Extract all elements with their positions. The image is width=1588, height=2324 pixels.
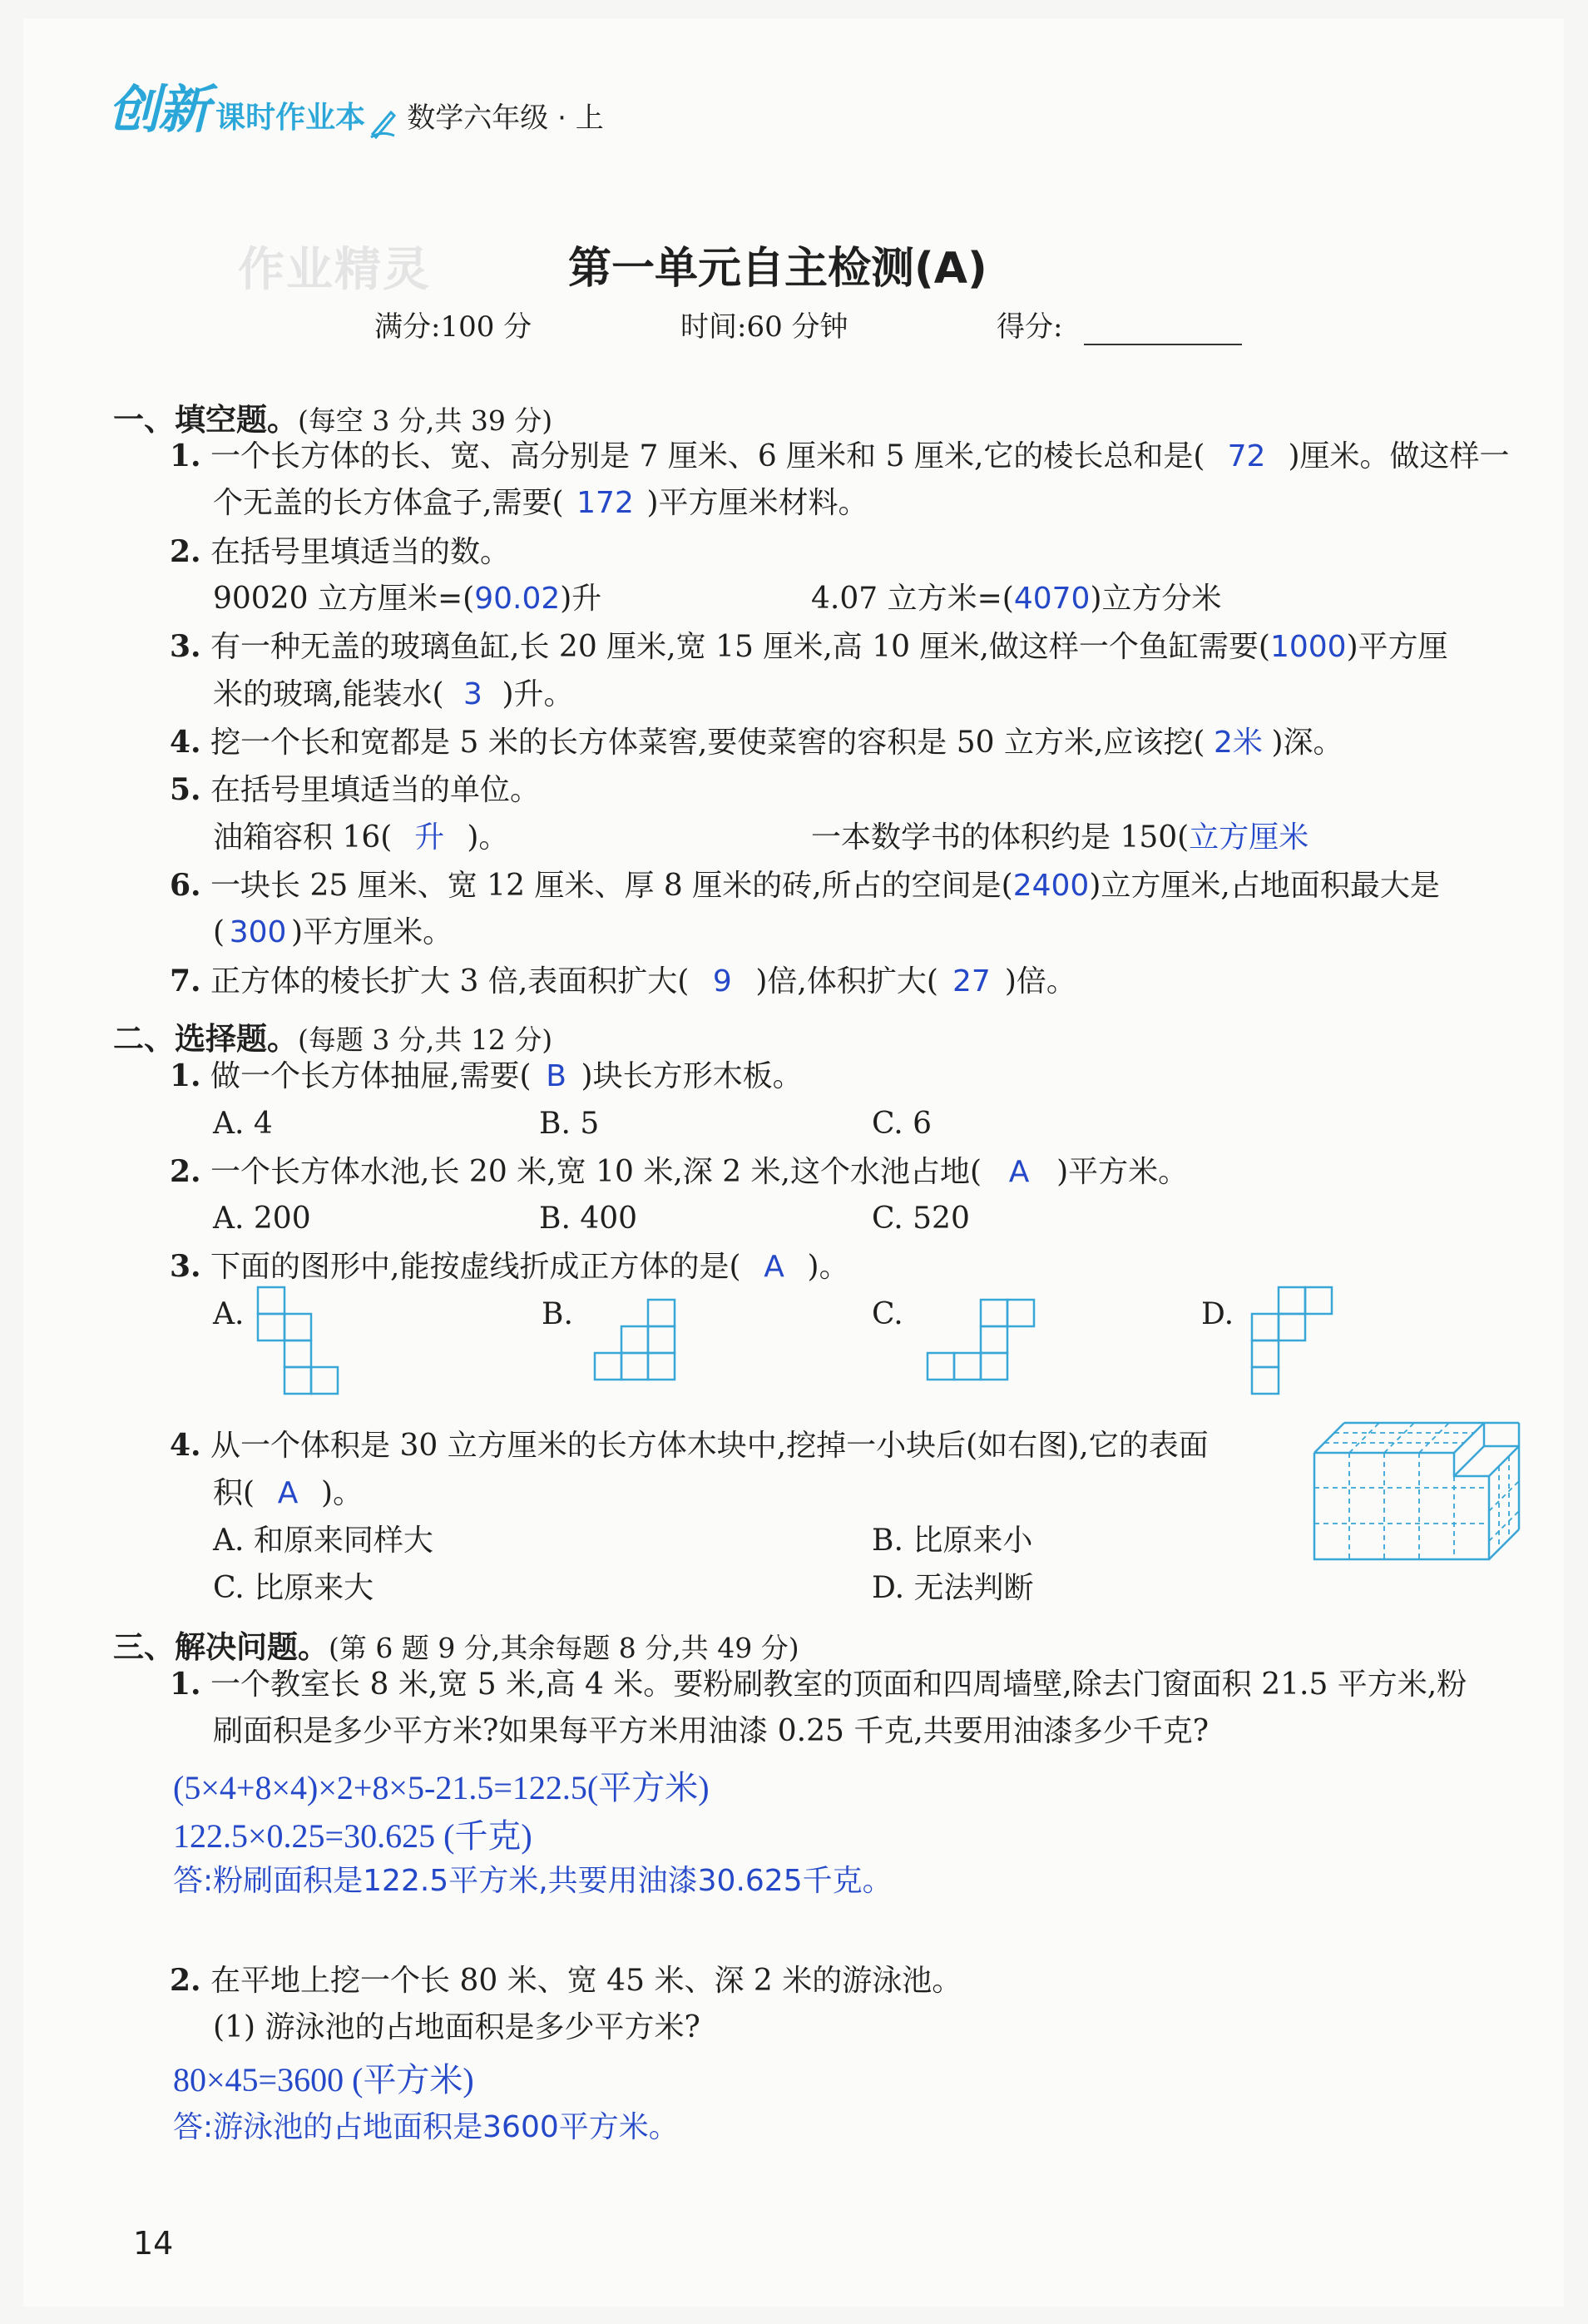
fill-q3-line1: 3. 有一种无盖的玻璃鱼缸,长 20 厘米,宽 15 厘米,高 10 厘米,做这样一个鱼缸需要(1000)平方厘 bbox=[170, 629, 1448, 664]
solve-q2-answer[interactable]: 答:游泳池的占地面积是3600平方米。 bbox=[173, 2110, 679, 2144]
solve-q2-sub1: (1) 游泳池的占地面积是多少平方米? bbox=[213, 2010, 700, 2044]
section-3-heading: 三、解决问题。(第 6 题 9 分,其余每题 8 分,共 49 分) bbox=[113, 1629, 799, 1665]
brand-logo bbox=[108, 68, 604, 140]
fill-q5-b: 一本数学书的体积约是 150(立方厘米 bbox=[811, 820, 1309, 855]
choice-q1-option-c: C. 6 bbox=[872, 1107, 933, 1141]
choice-q3: 3. 下面的图形中,能按虚线折成正方体的是( A )。 bbox=[170, 1249, 849, 1284]
choice-q4-option-c: C. 比原来大 bbox=[213, 1571, 374, 1605]
solve-q1-line1: 1. 一个教室长 8 米,宽 5 米,高 4 米。要粉刷教室的顶面和四周墙壁,除去门窗面积 21.5 平方米,粉 bbox=[170, 1667, 1467, 1702]
choice-q3-option-b: B. bbox=[542, 1297, 573, 1331]
choice-q3-option-a: A. bbox=[213, 1297, 245, 1331]
solve-q1-line2: 刷面积是多少平方米?如果每平方米用油漆 0.25 千克,共要用油漆多少千克? bbox=[213, 1714, 1210, 1748]
fill-q3-line2: 米的玻璃,能装水( 3 )升。 bbox=[213, 677, 574, 711]
time-limit: 时间:60 分钟 bbox=[680, 310, 848, 344]
cube-net-a[interactable] bbox=[256, 1286, 339, 1419]
answer-blank[interactable]: A bbox=[277, 1476, 299, 1510]
fill-q1-line1: 1. 一个长方体的长、宽、高分别是 7 厘米、6 厘米和 5 厘米,它的棱长总和是( 72 )厘米。做这样一 bbox=[170, 439, 1510, 473]
solve-q1-answer[interactable]: 答:粉刷面积是122.5平方米,共要用油漆30.625千克。 bbox=[173, 1864, 893, 1898]
brand-subtitle: 课时作业本 bbox=[215, 101, 366, 135]
cuboid-figure bbox=[1311, 1416, 1527, 1566]
answer-blank[interactable]: 27 bbox=[952, 964, 991, 998]
fill-q2-a: 90020 立方厘米=(90.02)升 bbox=[213, 582, 602, 616]
page-title: 第一单元自主检测(A) bbox=[568, 244, 987, 294]
answer-blank[interactable]: 4070 bbox=[1013, 582, 1091, 616]
section-1-heading: 一、填空题。(每空 3 分,共 39 分) bbox=[113, 402, 553, 438]
answer-blank[interactable]: 300 bbox=[229, 915, 287, 949]
choice-q2-option-a: A. 200 bbox=[213, 1202, 311, 1236]
solve-q1-work-1[interactable]: (5×4+8×4)×2+8×5-21.5=122.5(平方米) bbox=[173, 1769, 710, 1806]
solve-q2-work-1[interactable]: 80×45=3600 (平方米) bbox=[173, 2061, 474, 2099]
choice-q1-option-b: B. 5 bbox=[539, 1107, 600, 1141]
fill-q5-a: 油箱容积 16( 升 )。 bbox=[213, 820, 509, 855]
answer-blank[interactable]: 3 bbox=[463, 677, 482, 711]
answer-blank[interactable]: 2400 bbox=[1012, 869, 1090, 903]
answer-blank[interactable]: 升 bbox=[414, 820, 445, 855]
fill-q1-line2: 个无盖的长方体盒子,需要( 172 )平方厘米材料。 bbox=[213, 486, 868, 520]
brand-name: 创新 bbox=[108, 79, 209, 140]
fill-q6-line2: ( 300 )平方厘米。 bbox=[213, 915, 453, 949]
section-2-heading: 二、选择题。(每题 3 分,共 12 分) bbox=[113, 1021, 553, 1057]
fill-q2: 2. 在括号里填适当的数。 bbox=[170, 534, 511, 569]
choice-q3-option-d: D. bbox=[1201, 1297, 1234, 1331]
choice-q4-line1: 4. 从一个体积是 30 立方厘米的长方体木块中,挖掉一小块后(如右图),它的表面 bbox=[170, 1428, 1209, 1463]
solve-q1-work-2[interactable]: 122.5×0.25=30.625 (千克) bbox=[173, 1817, 532, 1855]
fill-q7: 7. 正方体的棱长扩大 3 倍,表面积扩大( 9 )倍,体积扩大( 27 )倍。 bbox=[170, 964, 1076, 998]
answer-blank[interactable]: 立方厘米 bbox=[1189, 820, 1309, 855]
choice-q4-line2: 积( A )。 bbox=[213, 1476, 364, 1510]
choice-q4-option-a: A. 和原来同样大 bbox=[213, 1524, 433, 1558]
answer-blank[interactable]: 72 bbox=[1227, 439, 1266, 473]
choice-q4-option-d: D. 无法判断 bbox=[872, 1571, 1034, 1605]
full-score: 满分:100 分 bbox=[374, 310, 532, 344]
cube-net-c[interactable] bbox=[926, 1298, 1038, 1390]
choice-q4-option-b: B. 比原来小 bbox=[872, 1524, 1033, 1558]
score-label: 得分: bbox=[997, 310, 1063, 344]
fill-q5: 5. 在括号里填适当的单位。 bbox=[170, 772, 541, 807]
solve-q2-line1: 2. 在平地上挖一个长 80 米、宽 45 米、深 2 米的游泳池。 bbox=[170, 1963, 962, 1998]
cube-net-d[interactable] bbox=[1250, 1286, 1338, 1406]
score-blank[interactable] bbox=[1084, 344, 1242, 345]
page-number: 14 bbox=[133, 2225, 174, 2262]
answer-blank[interactable]: 172 bbox=[576, 486, 634, 520]
cube-net-b[interactable] bbox=[593, 1298, 680, 1390]
fill-q6-line1: 6. 一块长 25 厘米、宽 12 厘米、厚 8 厘米的砖,所占的空间是(2400)立方厘米,占地面积最大是 bbox=[170, 868, 1440, 903]
fill-q4: 4. 挖一个长和宽都是 5 米的长方体菜窖,要使菜窖的容积是 50 立方米,应该挖( 2米 )深。 bbox=[170, 725, 1343, 760]
page bbox=[23, 18, 1564, 2307]
pencil-icon bbox=[369, 106, 398, 142]
answer-blank[interactable]: 1000 bbox=[1269, 630, 1347, 664]
book-title: 数学六年级 · 上 bbox=[407, 102, 604, 135]
fill-q2-b: 4.07 立方米=(4070)立方分米 bbox=[811, 582, 1222, 616]
choice-q1: 1. 做一个长方体抽屉,需要( B )块长方形木板。 bbox=[170, 1058, 803, 1093]
answer-blank[interactable]: 90.02 bbox=[474, 582, 561, 616]
choice-q2-option-b: B. 400 bbox=[539, 1202, 638, 1236]
choice-q2-option-c: C. 520 bbox=[872, 1202, 970, 1236]
answer-blank[interactable]: 9 bbox=[712, 964, 732, 998]
answer-blank[interactable]: 2米 bbox=[1214, 726, 1263, 760]
watermark: 作业精灵 bbox=[238, 243, 431, 297]
answer-blank[interactable]: A bbox=[764, 1250, 784, 1284]
answer-blank[interactable]: A bbox=[1008, 1155, 1030, 1189]
choice-q1-option-a: A. 4 bbox=[213, 1107, 273, 1141]
answer-blank[interactable]: B bbox=[546, 1059, 566, 1093]
choice-q3-option-c: C. bbox=[872, 1297, 903, 1331]
choice-q2: 2. 一个长方体水池,长 20 米,宽 10 米,深 2 米,这个水池占地( A )平方米。 bbox=[170, 1154, 1189, 1189]
